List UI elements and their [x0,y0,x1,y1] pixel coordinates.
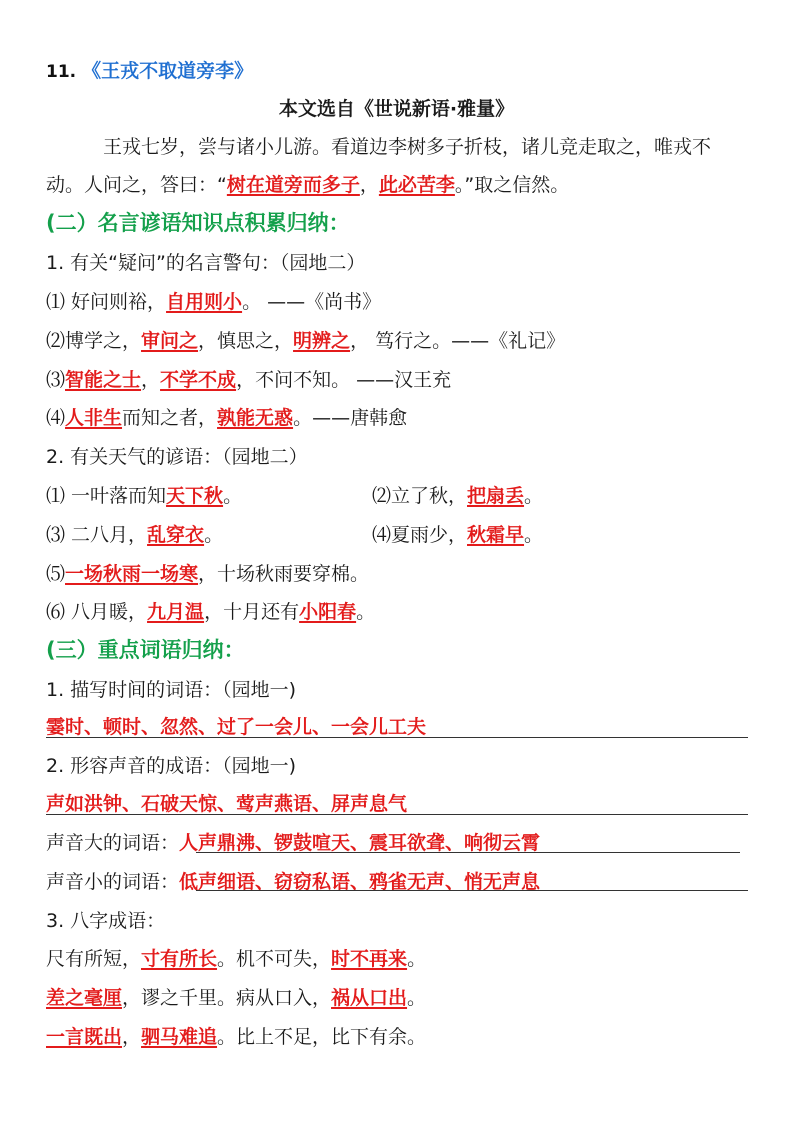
q2-1-end: 。 [223,485,243,507]
w2-small-line [46,869,747,895]
w3-1-text-b: 。机不可失， [217,948,332,970]
q1-3-answer-2: 不学不成 [160,369,237,391]
w2-answer: 声如洪钟、石破天惊、莺声燕语、屏声息气 [46,793,408,815]
w3-2-answer-1: 差之毫厘 [46,987,123,1009]
w2-big-underline [196,852,740,853]
q2-item-2 [372,483,543,509]
w3-1-text-a: 尺有所短， [46,948,142,970]
q2-4-text: ⑷夏雨少， [372,524,468,546]
q2-3-end: 。 [204,524,224,546]
q1-3-answer-1: 智能之士 [65,369,142,391]
q2-6-text-a: ⑹ 八月暖， [46,601,148,623]
q2-2-text: ⑵立了秋， [372,485,468,507]
q2-item-6 [46,599,747,625]
q2-6-answer-1: 九月温 [147,601,205,623]
q1-2-text-b: ，慎思之， [198,330,294,352]
story-paragraph [46,128,748,204]
q1-2-answer-1: 审问之 [141,330,199,352]
q1-1-answer: 自用则小 [166,291,243,313]
q2-3-text: ⑶ 二八月， [46,524,148,546]
w2-big-answer: 人声鼎沸、锣鼓喧天、震耳欲聋、响彻云霄 [179,832,541,854]
q2-item-4 [372,522,543,548]
q1-heading: 1. 有关“疑问”的名言警句：（园地二） [46,252,366,274]
q2-1-text: ⑴ 一叶落而知 [46,485,167,507]
w3-1-answer-1: 寸有所长 [141,948,218,970]
story-text-line2-a: 戎不动。人问之，答曰：“ [46,136,712,196]
q1-item-4 [46,405,747,431]
w3-item-2 [46,985,747,1011]
section-heading-proverbs: (二）名言谚语知识点积累归纳： [46,211,350,235]
q2-5-text: ，十场秋雨要穿棉。 [198,563,370,585]
q1-item-1 [46,289,747,315]
story-source: 本文选自《世说新语·雅量》 [278,98,515,120]
w1-answer: 霎时、顿时、忽然、过了一会儿、一会儿工夫 [46,716,427,738]
q2-2-end: 。 [524,485,544,507]
q2-2-answer: 把扇丢 [467,485,525,507]
q1-2-answer-2: 明辨之 [293,330,351,352]
w1-underline [46,737,748,738]
w2-small-underline [196,890,748,891]
q2-4-end: 。 [524,524,544,546]
item-number: 11. [46,62,77,82]
w3-heading: 3. 八字成语： [46,910,166,932]
q1-4-num: ⑷ [46,407,66,429]
q1-3-sep: ， [141,369,161,391]
q2-3-answer: 乱穿衣 [147,524,205,546]
section-heading-vocab: (三）重点词语归纳： [46,638,245,662]
q2-row-1 [46,483,747,509]
w3-2-answer-2: 祸从口出 [331,987,408,1009]
w2-small-label: 声音小的词语： [46,871,180,893]
w3-1-end: 。 [407,948,427,970]
q1-2-text-c: ， 笃行之。——《礼记》 [350,330,566,352]
q2-5-num: ⑸ [46,563,66,585]
w3-item-1 [46,946,747,972]
w2-heading: 2. 形容声音的成语：（园地一) [46,755,297,777]
q1-3-text: ，不问不知。 ——汉王充 [236,369,452,391]
story-title-line [46,58,747,85]
q1-4-text-b: 而知之者， [122,407,218,429]
w3-2-text-a: ，谬之千里。病从口入， [122,987,332,1009]
story-answer-2: 此必苦李 [378,174,455,196]
w2-underline [46,814,748,815]
q2-row-2 [46,522,747,548]
story-answer-1: 树在道旁而多子 [226,174,360,196]
q1-2-text-a: ⑵博学之， [46,330,142,352]
story-text-line1: 王戎七岁，尝与诸小儿游。看道边李树多子折枝，诸儿竞走取之，唯 [103,136,674,158]
q1-3-num: ⑶ [46,369,66,391]
q1-4-answer-1: 人非生 [65,407,123,429]
q1-1-text: ⑴ 好问则裕， [46,291,167,313]
q2-5-answer: 一场秋雨一场寒 [65,563,199,585]
w3-item-3 [46,1024,747,1050]
q1-4-text-c: 。——唐韩愈 [293,407,408,429]
w2-small-answer: 低声细语、窃窃私语、鸦雀无声、悄无声息 [179,871,541,893]
story-title: 《王戎不取道旁李》 [82,60,254,82]
q1-item-3 [46,367,747,393]
w3-1-answer-2: 时不再来 [331,948,408,970]
story-text-sep: ， [359,174,379,196]
q2-item-5 [46,561,747,587]
q2-heading: 2. 有关天气的谚语：（园地二） [46,446,308,468]
w3-3-answer-1: 一言既出 [46,1026,123,1048]
q2-4-answer: 秋霜早 [467,524,525,546]
w3-3-answer-2: 驷马难追 [141,1026,218,1048]
q1-item-2 [46,328,747,354]
q1-1-source: 。 ——《尚书》 [242,291,382,313]
w3-3-sep: ， [122,1026,142,1048]
q2-6-text-b: ，十月还有 [204,601,300,623]
w2-big-label: 声音大的词语： [46,832,180,854]
q2-1-answer: 天下秋 [166,485,224,507]
w3-3-text: 。比上不足，比下有余。 [217,1026,427,1048]
w1-heading: 1. 描写时间的词语：（园地一) [46,679,297,701]
q2-6-end: 。 [356,601,376,623]
story-text-end: 。”取之信然。 [454,174,570,196]
q1-4-answer-2: 孰能无惑 [217,407,294,429]
q2-6-answer-2: 小阳春 [299,601,357,623]
w3-2-end: 。 [407,987,427,1009]
